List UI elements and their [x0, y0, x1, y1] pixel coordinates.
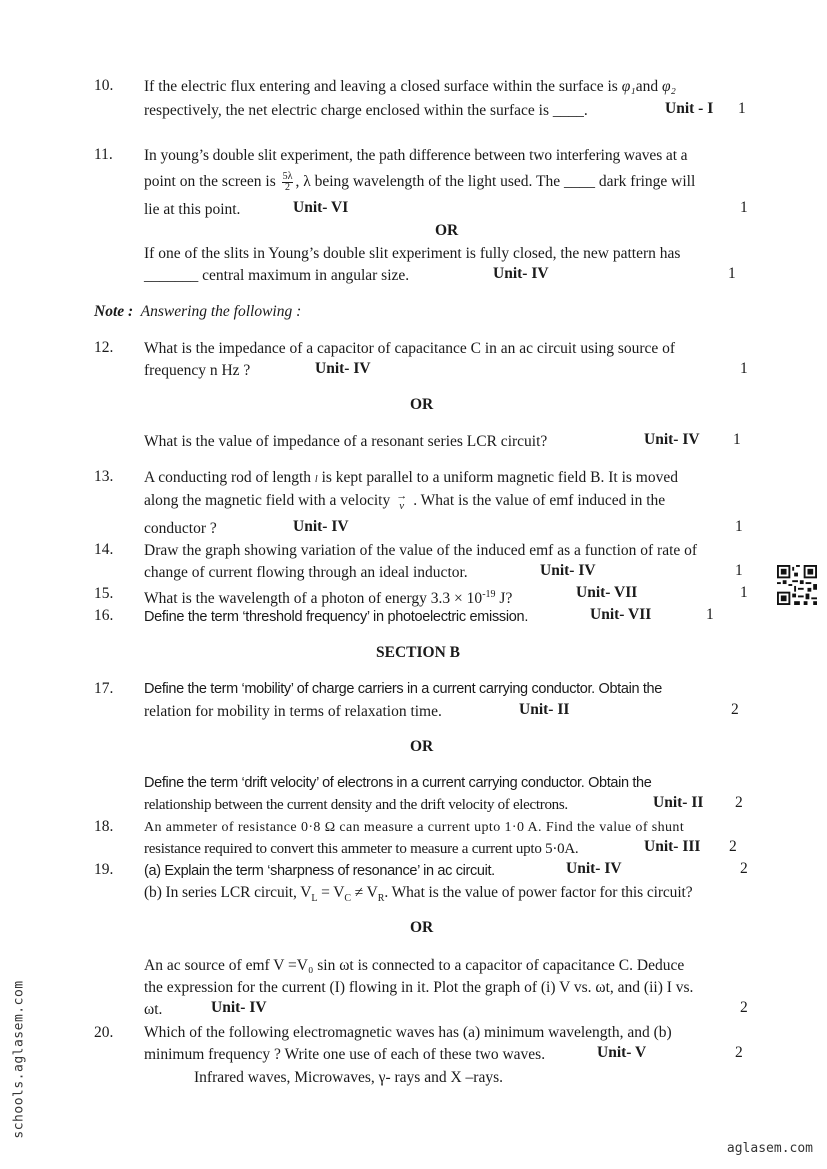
marks: 1: [740, 360, 748, 377]
note: Note : Answering the following :: [94, 303, 302, 320]
question-number: 20.: [94, 1024, 114, 1041]
unit-label: Unit- II: [653, 794, 704, 811]
question-text: Which of the following electromagnetic waves has (a) minimum wavelength, and (b): [144, 1024, 672, 1041]
question-text: An ammeter of resistance 0·8 Ω can measure a current upto 1·0 A. Find the value of shunt: [144, 820, 685, 835]
marks: 2: [729, 838, 737, 855]
question-number: 15.: [94, 585, 114, 602]
question-number: 19.: [94, 861, 114, 878]
section-heading: SECTION B: [376, 644, 460, 661]
question-text: An ac source of emf V =V₀ sin ωt is connected to a capacitor of capacitance C. Deduce: [144, 957, 685, 974]
question-text: point on the screen is $\frac{5\lambda}{2}$ , λ being wavelength of the light used. The ____ dark fringe will: [144, 170, 696, 193]
or-label: OR: [410, 919, 434, 936]
question-number: 11.: [94, 146, 113, 163]
unit-label: Unit- VII: [576, 584, 638, 601]
unit-label: Unit- IV: [644, 431, 700, 448]
question-text: What is the value of impedance of a resonant series LCR circuit?: [144, 433, 548, 450]
question-text: In young’s double slit experiment, the path difference between two interfering waves at a: [144, 147, 688, 164]
vector-v: → v: [396, 490, 408, 513]
question-number: 18.: [94, 818, 114, 835]
question-text: relation for mobility in terms of relaxation time.: [144, 703, 442, 720]
question-text: Define the term ‘threshold frequency’ in photoelectric emission.: [144, 609, 529, 625]
marks: 1: [735, 518, 743, 535]
question-number: 14.: [94, 541, 114, 558]
question-text: respectively, the net electric charge enclosed within the surface is ____.: [144, 102, 588, 119]
question-text: conductor ?: [144, 520, 217, 537]
qr-code-icon: [777, 565, 817, 605]
question-number: 12.: [94, 339, 114, 356]
question-text: If one of the slits in Young’s double slit experiment is fully closed, the new pattern has: [144, 245, 681, 262]
or-label: OR: [410, 738, 434, 755]
question-text: frequency n Hz ?: [144, 362, 251, 379]
question-number: 16.: [94, 607, 114, 624]
marks: 2: [740, 860, 748, 877]
question-text: (a) Explain the term ‘sharpness of resonance’ in ac circuit.: [144, 863, 495, 879]
marks: 2: [735, 1044, 743, 1061]
marks: 1: [740, 199, 748, 216]
unit-label: Unit- IV: [315, 360, 371, 377]
question-text: along the magnetic field with a velocity → v . What is the value of emf induced in the: [144, 490, 666, 513]
marks: 1: [733, 431, 741, 448]
question-text: Define the term ‘mobility’ of charge carriers in a current carrying conductor. Obtain the: [144, 681, 662, 697]
or-label: OR: [410, 396, 434, 413]
question-text: relationship between the current density and the drift velocity of electrons.: [144, 797, 568, 813]
question-number: 13.: [94, 468, 114, 485]
unit-label: Unit- VI: [293, 199, 349, 216]
question-text: Draw the graph showing variation of the value of the induced emf as a function of rate of: [144, 542, 698, 559]
marks: 1: [740, 584, 748, 601]
question-text: (b) In series LCR circuit, $V_L = V_C \ne V_R$. What is the value of power factor for this circuit?: [144, 884, 693, 905]
unit-label: Unit- IV: [493, 265, 549, 282]
question-text: Infrared waves, Microwaves, γ- rays and X –rays.: [194, 1069, 503, 1086]
fraction: $\frac{5\lambda}{2}$: [282, 170, 293, 193]
question-text: Define the term ‘drift velocity’ of electrons in a current carrying conductor. Obtain the: [144, 775, 652, 791]
marks: 1: [738, 100, 746, 117]
question-text: lie at this point.: [144, 201, 241, 218]
unit-label: Unit- V: [597, 1044, 647, 1061]
marks: 2: [740, 999, 748, 1016]
unit-label: Unit- VII: [590, 606, 652, 623]
question-number: 17.: [94, 680, 114, 697]
question-text: minimum frequency ? Write one use of each of these two waves.: [144, 1046, 546, 1063]
watermark-right: aglasem.com: [726, 1141, 813, 1156]
marks: 1: [735, 562, 743, 579]
marks: 2: [735, 794, 743, 811]
question-text: ωt.: [144, 1001, 163, 1018]
marks: 2: [731, 701, 739, 718]
question-text: What is the impedance of a capacitor of capacitance C in an ac circuit using source of: [144, 340, 676, 357]
unit-label: Unit- II: [519, 701, 570, 718]
question-text: the expression for the current (I) flowing in it. Plot the graph of (i) V vs. ωt, and (ii) I vs.: [144, 979, 694, 996]
question-text: _______ central maximum in angular size.: [144, 267, 410, 284]
unit-label: Unit - I: [665, 100, 714, 117]
unit-label: Unit- III: [644, 838, 701, 855]
marks: 1: [706, 606, 714, 623]
question-text: change of current flowing through an ideal inductor.: [144, 564, 468, 581]
question-text: If the electric flux entering and leaving a closed surface within the surface is φ₁and φ₂: [144, 78, 676, 95]
unit-label: Unit- IV: [293, 518, 349, 535]
question-text: resistance required to convert this ammeter to measure a current upto 5·0A.: [144, 841, 579, 857]
question-text: What is the wavelength of a photon of energy $3.3 \times 10^{-19}$ J?: [144, 589, 513, 608]
or-label: OR: [435, 222, 459, 239]
unit-label: Unit- IV: [540, 562, 596, 579]
question-number: 10.: [94, 77, 114, 94]
unit-label: Unit- IV: [566, 860, 622, 877]
watermark-left: schools.aglasem.com: [11, 980, 27, 1139]
marks: 1: [728, 265, 736, 282]
unit-label: Unit- IV: [211, 999, 267, 1016]
question-text: A conducting rod of length l is kept parallel to a uniform magnetic field B. It is moved: [144, 469, 678, 486]
